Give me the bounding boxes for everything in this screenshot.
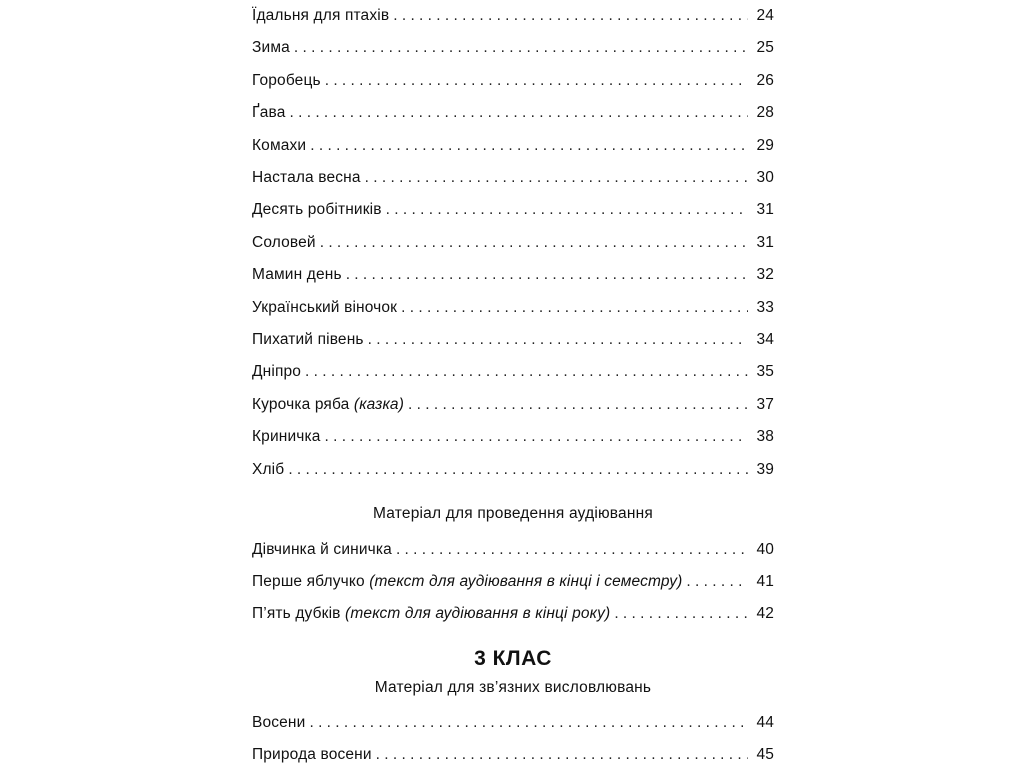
- toc-entry-title-text: Їдальня для птахів: [252, 7, 390, 24]
- toc-entry-title: [252, 572, 682, 592]
- toc-entry-title: [252, 6, 389, 26]
- dot-leader: [325, 427, 748, 447]
- toc-entry-title-text: П’ять дубків: [252, 605, 341, 622]
- toc-entry-page-number: 29: [756, 136, 774, 154]
- toc-entry: [252, 261, 774, 285]
- toc-entry-page-number: 35: [756, 363, 774, 381]
- dot-leader: [289, 103, 748, 123]
- toc-entry-title-text: Пихатий півень: [252, 331, 364, 348]
- toc-entry: [252, 67, 774, 91]
- class-3-heading: 3 КЛАС: [474, 647, 552, 670]
- toc-entry-page-number: 26: [756, 71, 774, 89]
- toc-entry-title-text: Настала весна: [252, 169, 361, 186]
- audition-section-caption: Матеріал для проведення аудіювання: [373, 505, 653, 522]
- dot-leader: [408, 395, 748, 415]
- toc-entry: [252, 391, 774, 415]
- toc-entry-page-number: 31: [756, 201, 774, 219]
- toc-entry-title-text: Соловей: [252, 233, 316, 251]
- toc-entry-page-number: 39: [756, 460, 774, 478]
- toc-entry-page-number: 33: [756, 298, 774, 316]
- toc-entry-title: [252, 362, 301, 382]
- toc-entry-page-number: 31: [756, 233, 774, 251]
- toc-entry-title: [252, 427, 321, 447]
- toc-entry-page-number: 40: [756, 541, 774, 558]
- dot-leader: [396, 540, 748, 560]
- toc-entry-title: [252, 265, 342, 285]
- dot-leader: [346, 265, 748, 285]
- dot-leader: [325, 71, 748, 91]
- toc-entry-title: [252, 233, 316, 253]
- toc-entry-title: [252, 298, 397, 318]
- dot-leader: [386, 200, 748, 220]
- toc-entry: [252, 358, 774, 382]
- toc-entry: [252, 294, 774, 318]
- toc-entry-page-number: 42: [756, 605, 774, 622]
- toc-entry-title-text: Горобець: [252, 71, 321, 89]
- toc-entry-title: [252, 168, 361, 188]
- toc-entry-title-text: Ґава: [252, 104, 286, 122]
- toc-entry-title-text: Курочка ряба: [252, 395, 350, 413]
- toc-entry: [252, 132, 774, 156]
- toc-entry-page-number: 45: [756, 746, 774, 763]
- toc-entry-title: [252, 745, 372, 765]
- toc-entry-title: [252, 38, 290, 58]
- toc-entry: [252, 2, 774, 26]
- dot-leader: [368, 330, 748, 350]
- toc-entry: [252, 600, 774, 624]
- dot-leader: [320, 233, 748, 253]
- toc-entry-page-number: 32: [756, 266, 774, 284]
- toc-entry-title: [252, 604, 610, 624]
- dot-leader: [393, 6, 748, 26]
- toc-entry: [252, 34, 774, 58]
- toc-entry-title: [252, 103, 285, 123]
- toc-entry-title: [252, 460, 284, 480]
- toc-entry-page-number: 30: [756, 169, 774, 186]
- toc-entry-title-text: Дніпро: [252, 363, 302, 381]
- toc-entry-page-number: 25: [756, 39, 774, 57]
- toc-entry-title-text: Зима: [252, 39, 290, 57]
- toc-entry-title-text: Мамин день: [252, 266, 342, 284]
- dot-leader: [376, 745, 748, 765]
- toc-entry-page-number: 38: [756, 428, 774, 446]
- toc-entry: [252, 423, 774, 447]
- toc-entry-page-number: 28: [756, 104, 774, 122]
- toc-entry: [252, 709, 774, 733]
- dot-leader: [294, 38, 748, 58]
- dot-leader: [686, 572, 748, 592]
- toc-entry-note: (текст для аудіювання в кінці року): [345, 605, 611, 622]
- toc-entry: [252, 326, 774, 350]
- toc-entry-title: [252, 200, 382, 220]
- toc-entry-title-text: Український віночок: [252, 298, 398, 316]
- toc-entry-title: [252, 713, 305, 733]
- dot-leader: [305, 362, 748, 382]
- toc-entry-page-number: 37: [756, 395, 774, 413]
- toc-entry-title-text: Восени: [252, 714, 306, 731]
- toc-entry: [252, 536, 774, 560]
- dot-leader: [614, 604, 748, 624]
- toc-entry-title: [252, 136, 306, 156]
- toc-entry: [252, 741, 774, 765]
- toc-entry-page-number: 24: [756, 7, 774, 24]
- toc-entry-note: (текст для аудіювання в кінці і семестру): [369, 573, 683, 590]
- toc-entry-title: [252, 71, 321, 91]
- toc-entry-note: (казка): [353, 395, 405, 413]
- toc-entry-page-number: 44: [756, 714, 774, 731]
- dot-leader: [310, 136, 748, 156]
- toc-entry-title-text: Перше яблучко: [252, 573, 365, 590]
- toc-entry-title-text: Десять робітників: [252, 201, 382, 219]
- toc-entry-title-text: Криничка: [252, 428, 321, 446]
- toc-entry-title-text: Дівчинка й синичка: [252, 541, 392, 558]
- toc-entry: [252, 164, 774, 188]
- coherent-speech-section-caption: Матеріал для зв’язних висловлювань: [374, 679, 652, 696]
- dot-leader: [401, 298, 748, 318]
- toc-entry-title: [252, 330, 364, 350]
- toc-entry-page-number: 34: [756, 331, 774, 348]
- toc-entry: [252, 568, 774, 592]
- toc-entry: [252, 456, 774, 480]
- toc-entry: [252, 229, 774, 253]
- toc-entry-page-number: 41: [756, 573, 774, 590]
- dot-leader: [309, 713, 748, 733]
- toc-entry-title: [252, 395, 404, 415]
- dot-leader: [288, 460, 748, 480]
- toc-entry: [252, 99, 774, 123]
- toc-entry-title-text: Природа восени: [252, 746, 372, 763]
- toc-entry: [252, 196, 774, 220]
- toc-entry-title: [252, 540, 392, 560]
- dot-leader: [365, 168, 748, 188]
- toc-entry-title-text: Комахи: [252, 136, 307, 154]
- toc-entry-title-text: Хліб: [252, 460, 285, 478]
